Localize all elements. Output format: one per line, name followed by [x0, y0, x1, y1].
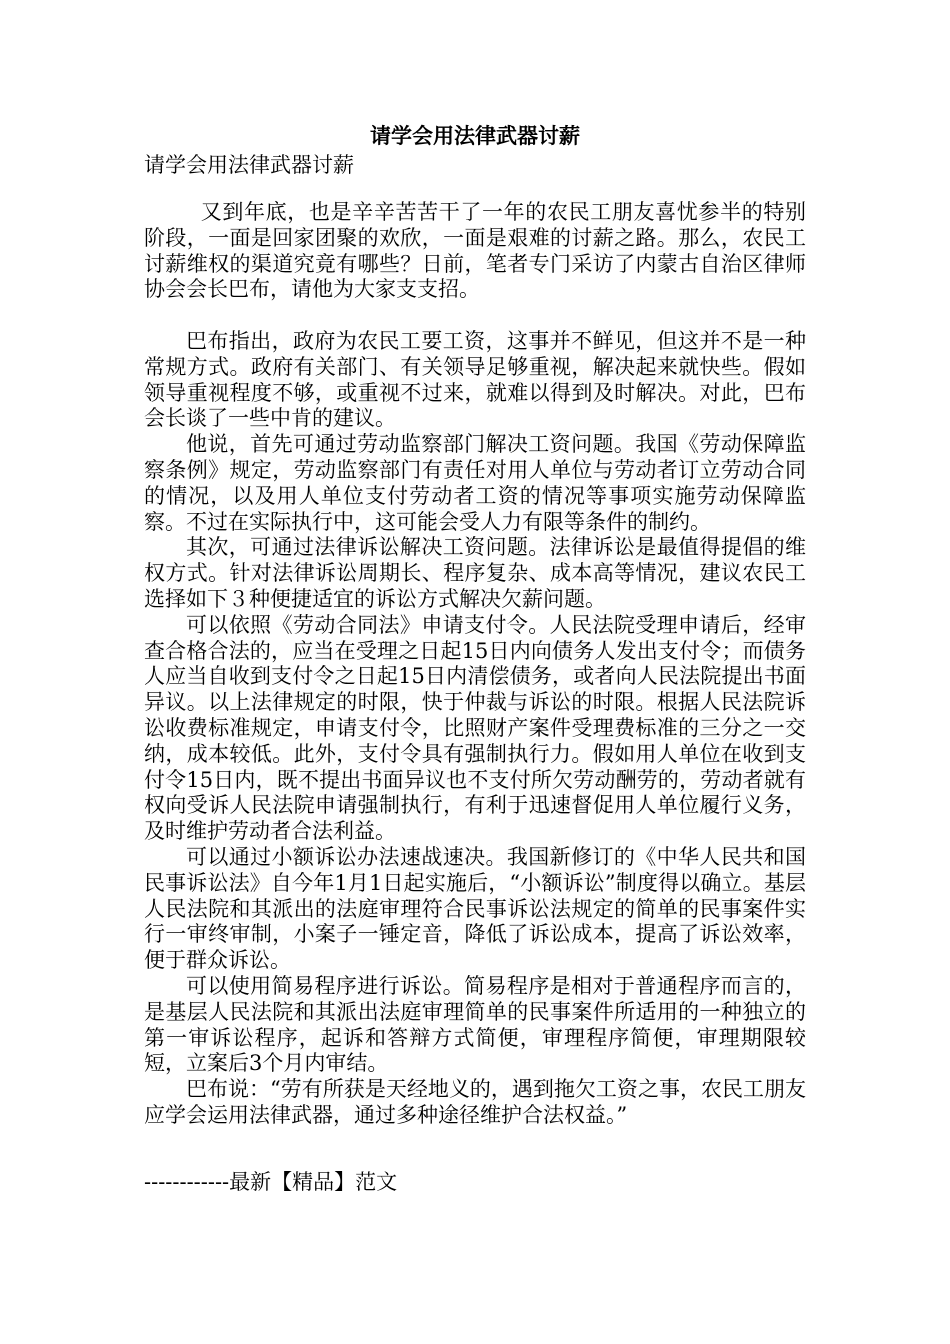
paragraph-simplified-procedure: 可以使用简易程序进行诉讼。简易程序是相对于普通程序而言的，是基层人民法院和其派出法庭审理简单的民事案件所适用的一种独立的第一审诉讼程序，起诉和答辩方式简便，审理程序简便，审理期限较短，立案后3个月内审结。 [144, 973, 806, 1076]
paragraph-payment-order: 可以依照《劳动合同法》申请支付令。人民法院受理申请后，经审查合格合法的，应当在受理之日起15日内向债务人发出支付令；而债务人应当自收到支付令之日起15日内清偿债务，或者向人民法院提出书面异议。以上法律规定的时限，快于仲裁与诉讼的时限。根据人民法院诉讼收费标准规定，申请支付令，比照财产案件受理费标准的三分之一交纳，成本较低。此外，支付令具有强制执行力。假如用人单位在收到支付令15日内，既不提出书面异议也不支付所欠劳动酬劳的，劳动者就有权向受诉人民法院申请强制执行，有利于迅速督促用人单位履行义务，及时维护劳动者合法利益。 [144, 612, 806, 844]
document-title: 请学会用法律武器讨薪 [370, 123, 580, 148]
document-footer: ------------最新【精品】范文 [144, 1170, 398, 1194]
document-subtitle: 请学会用法律武器讨薪 [144, 153, 354, 177]
paragraph-conclusion: 巴布说：“劳有所获是天经地义的，遇到拖欠工资之事，农民工朋友应学会运用法律武器，通过多种途径维护合法权益。” [144, 1077, 806, 1127]
paragraph-intro: 又到年底，也是辛辛苦苦干了一年的农民工朋友喜忧参半的特别阶段，一面是回家团聚的欢欣，一面是艰难的讨薪之路。那么，农民工讨薪维权的渠道究竟有哪些？日前，笔者专门采访了内蒙古自治区律师协会会长巴布，请他为大家支支招。 [144, 200, 806, 302]
paragraph-litigation: 其次，可通过法律诉讼解决工资问题。法律诉讼是最值得提倡的维权方式。针对法律诉讼周期长、程序复杂、成本高等情况，建议农民工选择如下３种便捷适宜的诉讼方式解决欠薪问题。 [144, 535, 806, 611]
document-body [144, 200, 806, 1129]
paragraph-small-claims: 可以通过小额诉讼办法速战速决。我国新修订的《中华人民共和国民事诉讼法》自今年1月1日起实施后，“小额诉讼”制度得以确立。基层人民法院和其派出的法庭审理符合民事诉讼法规定的简单的民事案件实行一审终审制，小案子一锤定音，降低了诉讼成本，提高了诉讼效率，便于群众诉讼。 [144, 844, 806, 973]
paragraph-government: 巴布指出，政府为农民工要工资，这事并不鲜见，但这并不是一种常规方式。政府有关部门、有关领导足够重视，解决起来就快些。假如领导重视程度不够，或重视不过来，就难以得到及时解决。对此，巴布会长谈了一些中肯的建议。 [144, 328, 806, 431]
paragraph-labor-inspection: 他说，首先可通过劳动监察部门解决工资问题。我国《劳动保障监察条例》规定，劳动监察部门有责任对用人单位与劳动者订立劳动合同的情况，以及用人单位支付劳动者工资的情况等事项实施劳动保障监察。不过在实际执行中，这可能会受人力有限等条件的制约。 [144, 432, 806, 534]
paragraph-gap [144, 303, 806, 329]
